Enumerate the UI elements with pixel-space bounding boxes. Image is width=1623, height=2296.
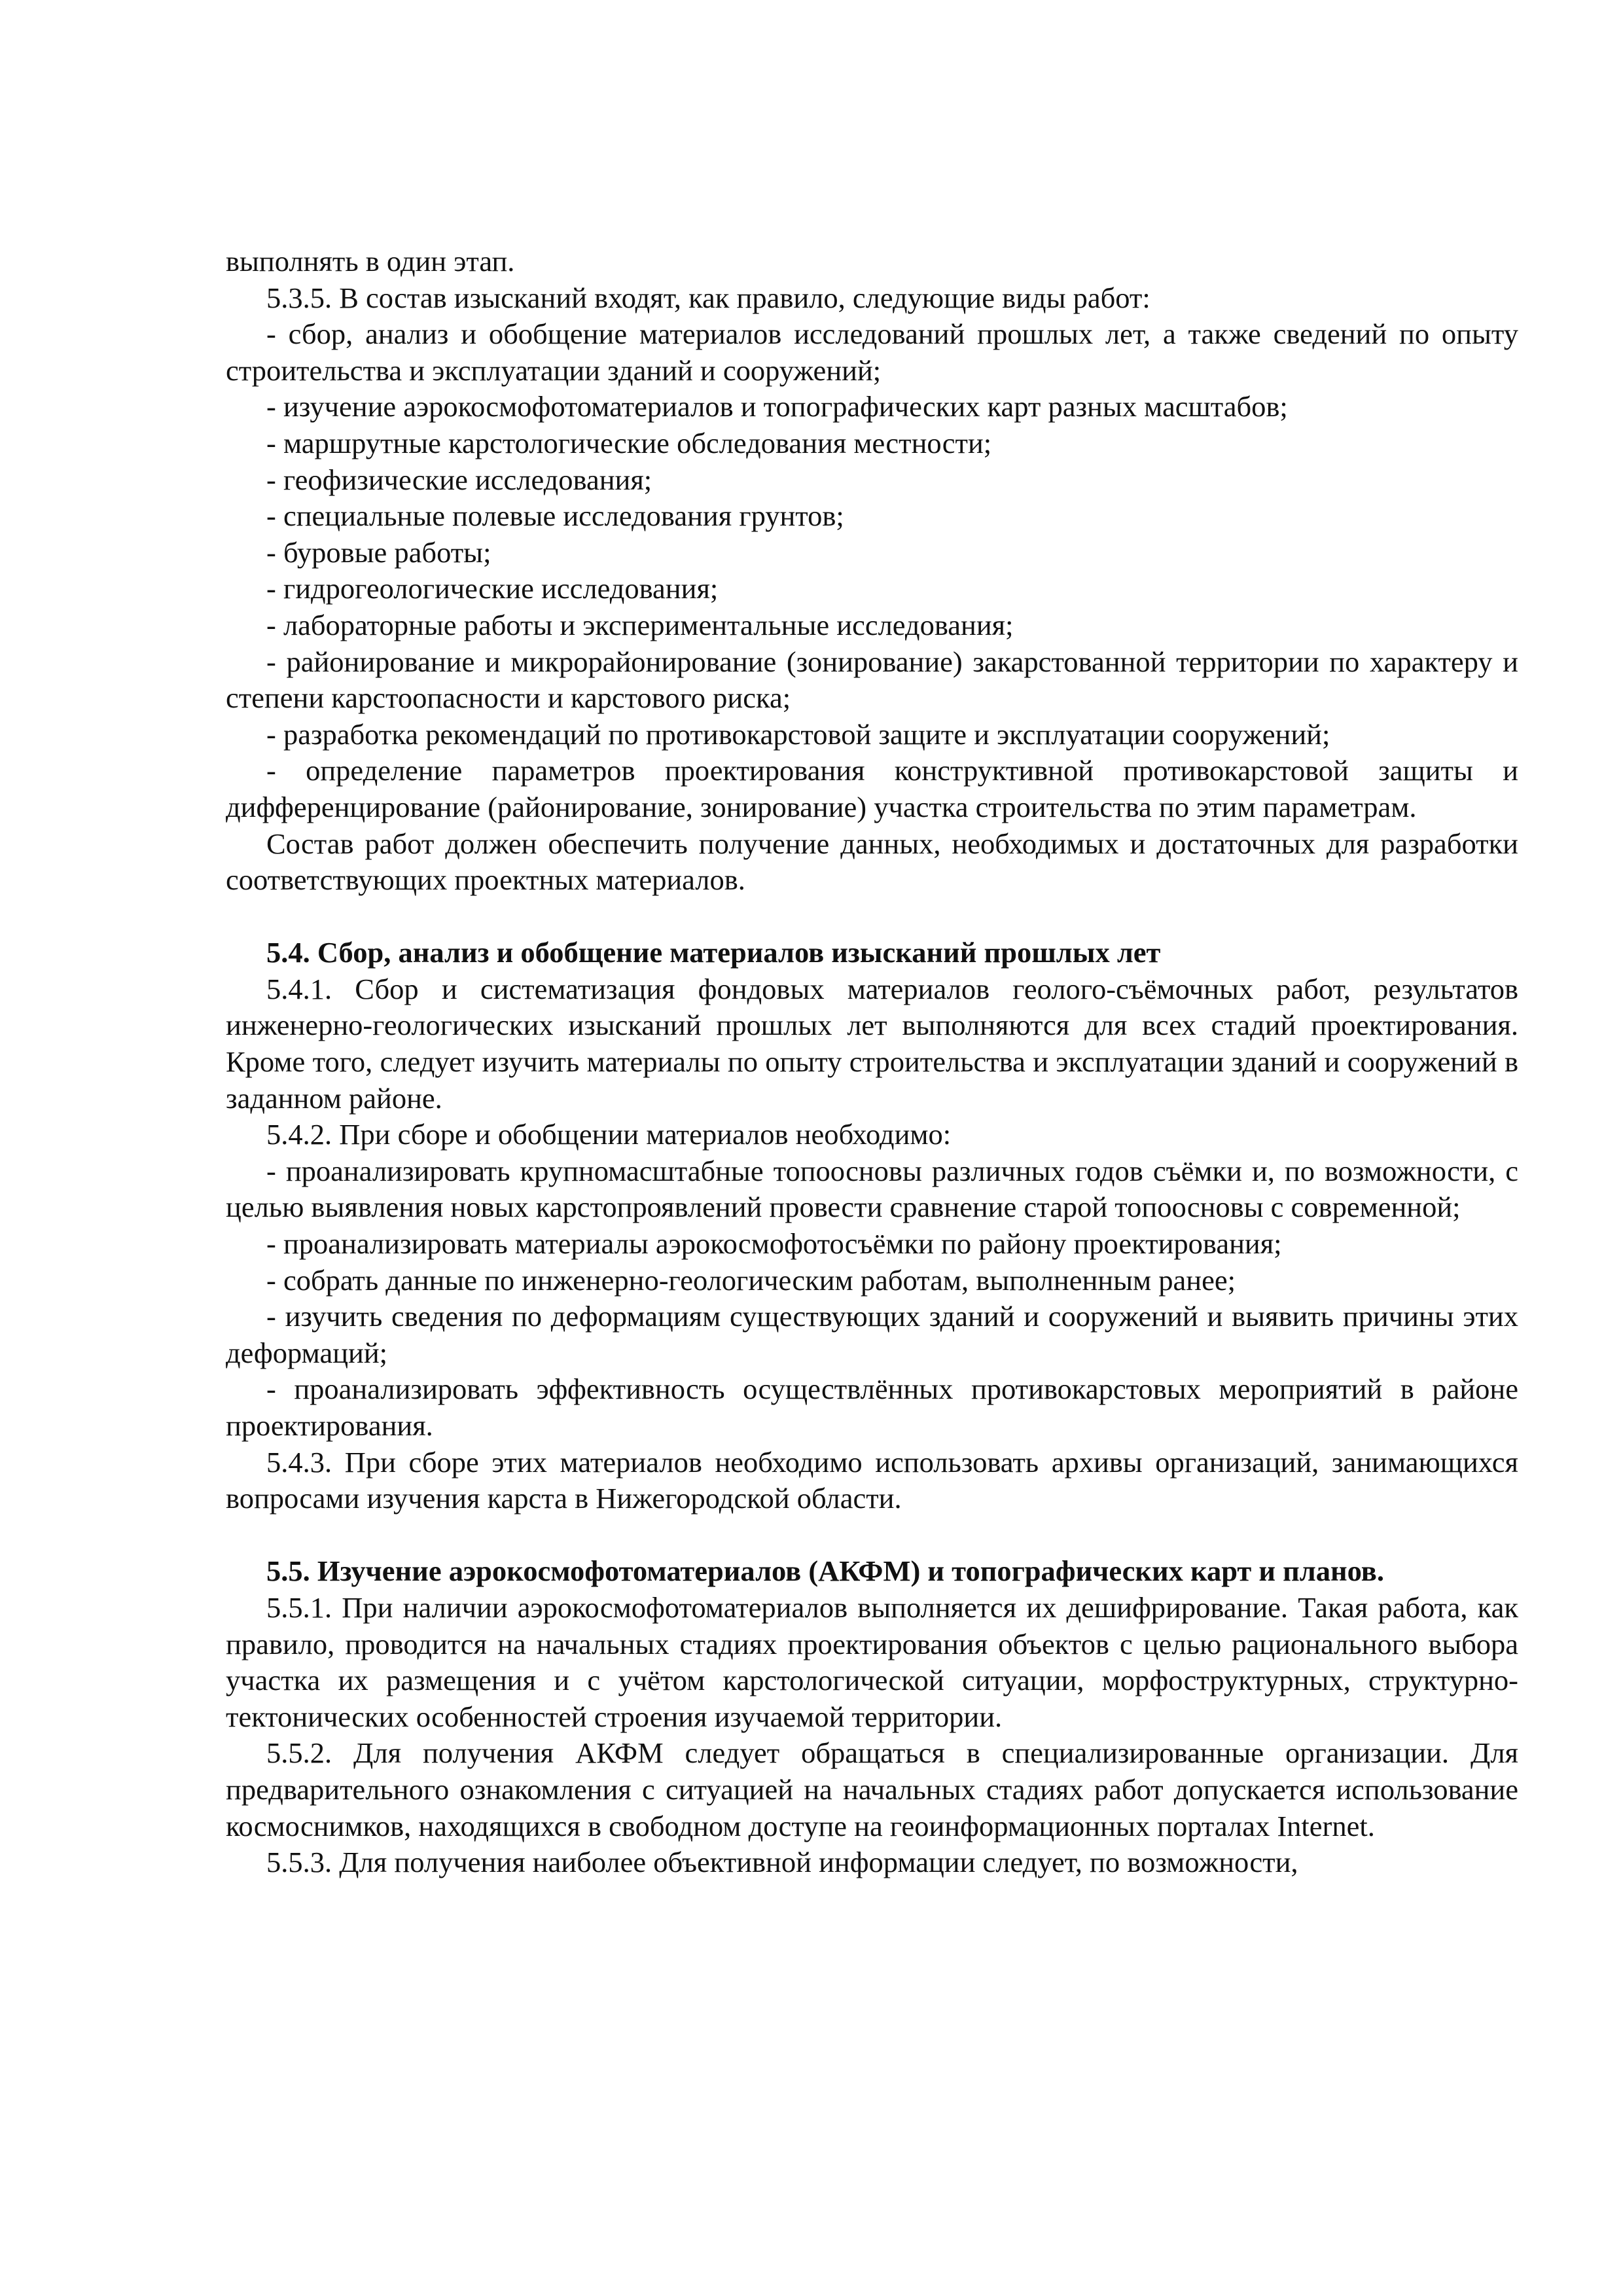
list-item: - собрать данные по инженерно-геологическим работам, выполненным ранее;: [266, 1263, 1236, 1297]
paragraph: выполнять в один этап.: [226, 245, 515, 278]
paragraph: 5.5.1. При наличии аэрокосмофотоматериалов выполняется их дешифрирование. Такая работа, как правило, проводится на начальных стадиях проектирования объектов с целью рационального выбора участка их размещения и с учётом карстологической ситуации, морфоструктурных, структурно-тектонических особенностей строения изучаемой территории.: [226, 1590, 1518, 1733]
list-item: - проанализировать крупномасштабные топоосновы различных годов съёмки и, по возможности, с целью выявления новых карстопроявлений провести сравнение старой топоосновы с современной;: [226, 1154, 1518, 1224]
paragraph: 5.4.3. При сборе этих материалов необходимо использовать архивы организаций, занимающихся вопросами изучения карста в Нижегородской области.: [226, 1445, 1518, 1515]
list-item: - проанализировать эффективность осуществлённых противокарстовых мероприятий в районе проектирования.: [226, 1372, 1518, 1442]
list-item: - буровые работы;: [266, 535, 491, 569]
list-item: - геофизические исследования;: [266, 463, 652, 496]
list-item: - маршрутные карстологические обследования местности;: [266, 426, 992, 459]
list-item: - изучение аэрокосмофотоматериалов и топографических карт разных масштабов;: [266, 390, 1288, 423]
paragraph: 5.3.5. В состав изысканий входят, как правило, следующие виды работ:: [266, 281, 1150, 314]
list-item: - сбор, анализ и обобщение материалов исследований прошлых лет, а также сведений по опыту строительства и эксплуатации зданий и сооружений;: [226, 317, 1518, 387]
paragraph: 5.4.1. Сбор и систематизация фондовых материалов геолого-съёмочных работ, результатов инженерно-геологических изысканий прошлых лет выполняются для всех стадий проектирования. Кроме того, следует изучить материалы по опыту строительства и эксплуатации зданий и сооружений в заданном районе.: [226, 972, 1518, 1115]
paragraph: Состав работ должен обеспечить получение данных, необходимых и достаточных для разработки соответствующих проектных материалов.: [226, 827, 1518, 897]
list-item: - определение параметров проектирования конструктивной противокарстовой защиты и дифференцирование (районирование, зонирование) участка строительства по этим параметрам.: [226, 754, 1518, 823]
section-heading: 5.5. Изучение аэрокосмофотоматериалов (АКФМ) и топографических карт и планов.: [266, 1554, 1384, 1588]
paragraph: 5.5.2. Для получения АКФМ следует обращаться в специализированные организации. Для предварительного ознакомления с ситуацией на начальных стадиях работ допускается использование космоснимков, находящихся в свободном доступе на геоинформационных порталах Internet.: [226, 1736, 1518, 1842]
paragraph: 5.5.3. Для получения наиболее объективной информации следует, по возможности,: [266, 1846, 1298, 1879]
paragraph: 5.4.2. При сборе и обобщении материалов необходимо:: [266, 1118, 952, 1151]
section-heading: 5.4. Сбор, анализ и обобщение материалов изысканий прошлых лет: [266, 936, 1161, 969]
list-item: - проанализировать материалы аэрокосмофотосъёмки по району проектирования;: [266, 1227, 1282, 1261]
list-item: - районирование и микрорайонирование (зонирование) закарстованной территории по характеру и степени карстоопасности и карстового риска;: [226, 645, 1518, 715]
list-item: - специальные полевые исследования грунтов;: [266, 499, 844, 533]
list-item: - гидрогеологические исследования;: [266, 572, 719, 605]
list-item: - изучить сведения по деформациям существующих зданий и сооружений и выявить причины этих деформаций;: [226, 1300, 1518, 1369]
list-item: - разработка рекомендаций по противокарстовой защите и эксплуатации сооружений;: [266, 717, 1330, 751]
list-item: - лабораторные работы и экспериментальные исследования;: [266, 608, 1014, 641]
document-page: [226, 243, 1518, 1881]
